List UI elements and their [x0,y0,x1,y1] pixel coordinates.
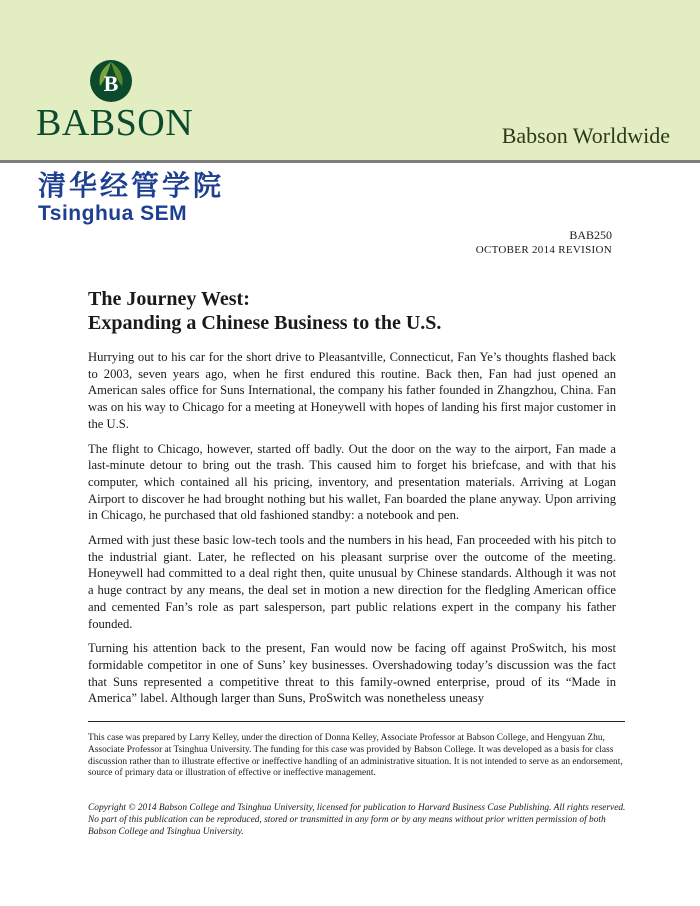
babson-emblem-icon [88,58,134,104]
svg-text:B: B [103,71,119,96]
babson-wordmark: BABSON [36,102,194,144]
paragraph: Hurrying out to his car for the short drive to Pleasantville, Connecticut, Fan Ye’s thoughts flashed back to 2003, seven years ago, when he first endured this routine. Back then, Fan had just opened an American sales office for Suns International, the company his father founded in Zhangzhou, China. Fan was on his way to Chicago for a meeting at Honeywell with hopes of landing his first major customer in the U.S. [88,350,616,431]
copyright-notice: Copyright © 2014 Babson College and Tsinghua University, licensed for publication to Harvard Business Case Publishing. All rights reserved. No part of this publication can be reproduced, stored or transmitted in any form or by any means without prior written permission of both Babson College and Tsinghua University. [88,803,626,837]
body-text [88,349,616,707]
paragraph: Turning his attention back to the present, Fan would now be facing off against ProSwitch, his most formidable competitor in one of Suns’ key businesses. Overshadowing today’s discussion was the fact that Suns represented a competitive threat to this family-owned enterprise, proud of its “Made in America” label. Although larger than Suns, ProSwitch was nonetheless uneasy [88,641,616,706]
footnote: This case was prepared by Larry Kelley, under the direction of Donna Kelley, Associate Professor at Babson College, and Hengyuan Zhu, Associate Professor at Tsinghua University. The funding for this case was provided by Babson College. It was developed as a basis for class discussion rather than to illustrate effective or ineffective handling of an administrative situation. It is not intended to serve as an endorsement, source of primary data or illustration of effective or ineffective management. [88,733,623,779]
babson-logo [36,58,194,144]
tsinghua-chinese-name: 清华经管学院 [38,169,225,202]
tsinghua-logo [38,169,225,226]
title-line-2: Expanding a Chinese Business to the U.S. [88,312,442,334]
paragraph: Armed with just these basic low-tech tools and the numbers in his head, Fan proceeded with his pitch to the industrial giant. Later, he reflected on his pleasant surprise over the outcome of the meeting. Honeywell had committed to a deal right then, quite unusual by Chinese standards. Although it was not a huge contract by any means, the deal set in motion a new direction for the fledgling American office and cemented Fan’s role as part salesperson, part public relations expert in the company his father founded. [88,533,616,631]
header-divider [0,160,700,163]
case-revision: OCTOBER 2014 REVISION [475,244,612,256]
header-tagline: Babson Worldwide [501,123,670,148]
title-line-1: The Journey West: [88,288,250,310]
case-code: BAB250 [569,228,612,242]
paragraph: The flight to Chicago, however, started off badly. Out the door on the way to the airport, Fan made a last-minute detour to bring out the trash. This caused him to forget his briefcase, and with that his computer, which contained all his pricing, inventory, and presentation materials. Arriving at Logan Airport to discover he had brought nothing but his wallet, Fan boarded the plane anyway. Upon arriving in Chicago, he purchased that old fashioned standby: a notebook and pen. [88,441,616,523]
tsinghua-english-name: Tsinghua SEM [38,202,188,225]
footnote-divider [88,721,625,722]
document-title [88,287,441,335]
